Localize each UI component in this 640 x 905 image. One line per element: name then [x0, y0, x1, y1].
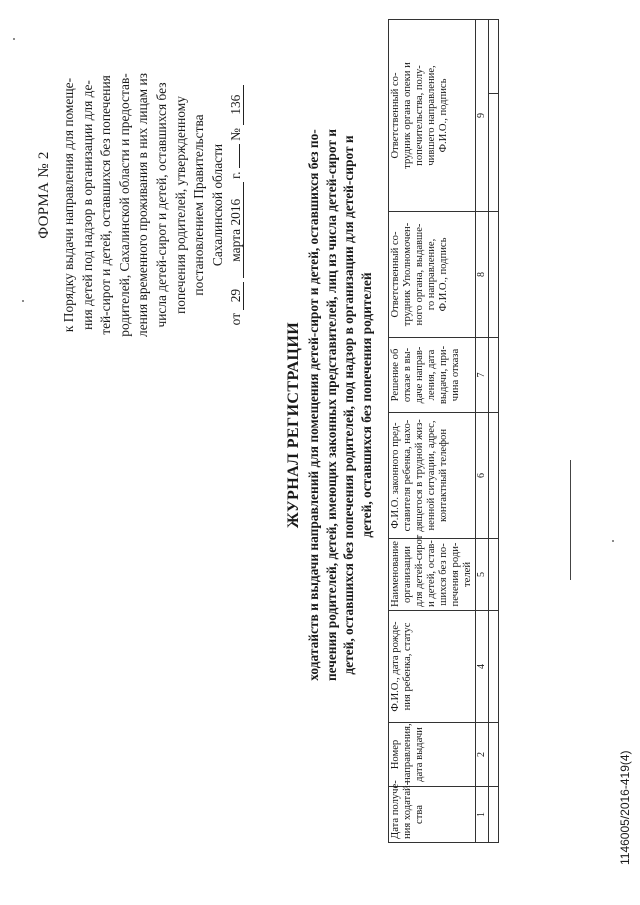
table-cell: [489, 94, 499, 212]
column-number: 4: [476, 611, 489, 723]
document-code: 1146005/2016-419(4): [618, 750, 632, 865]
column-header-line: ния ребенка, статус: [402, 622, 413, 711]
column-header-line: даче направ-: [414, 346, 425, 404]
column-header-line: контактный телефон: [438, 428, 449, 523]
column-header-line: чина отказа: [450, 348, 461, 402]
table-cell: [489, 723, 499, 787]
column-header-line: Ф.И.О. законного пред-: [390, 422, 401, 529]
number-sign: №: [228, 128, 244, 141]
date-day: 29: [229, 282, 244, 310]
journal_desc_lines-line: детей, оставшихся без попечения родителей, под надзор в организации для детей-сирот и: [341, 135, 357, 675]
table-cell: [489, 413, 499, 539]
table-cell: [489, 539, 499, 611]
table-row: [489, 19, 499, 842]
date-blank: [239, 144, 240, 168]
column-header-line: Дата получе-: [390, 780, 401, 839]
column-header-line: Ответственный со-: [390, 72, 401, 159]
order_lines-line: числа детей-сирот и детей, оставшихся без: [153, 82, 169, 328]
column-header-line: отказе в вы-: [402, 347, 413, 403]
column-header-line: ления, дата: [426, 349, 437, 401]
column-header: [389, 723, 476, 787]
order_lines-line: ния детей под надзор в организации для де-: [79, 80, 95, 330]
column-header-line: и детей, остав-: [426, 540, 437, 607]
column-header: [389, 780, 476, 843]
column-header-line: трудник органа опеки и: [402, 62, 413, 169]
column-header-line: ния ходатай-: [402, 781, 413, 839]
column-header-line: Ф.И.О., подпись: [438, 237, 449, 312]
column-header-line: ненной ситуации, адрес,: [426, 420, 437, 531]
column-number: 7: [476, 338, 489, 413]
table-header-row: [389, 19, 476, 842]
column-header-line: ства: [414, 805, 425, 824]
approval-reference: [60, 25, 246, 385]
column-header: [389, 19, 476, 211]
column-header-line: Ответственный со-: [390, 231, 401, 318]
column-header-line: для детей-сирот: [414, 534, 425, 607]
column-header: [389, 534, 476, 611]
column-number: 2: [476, 723, 489, 787]
column-header-line: Номер: [390, 739, 401, 770]
column-header: [389, 413, 476, 539]
table-cell: [489, 212, 499, 338]
table-cell: [489, 338, 499, 413]
column-header-line: телей: [462, 562, 473, 587]
column-number: 6: [476, 413, 489, 539]
column-header-line: чившего направление,: [426, 65, 437, 166]
column-header-line: выдачи, при-: [438, 345, 449, 405]
scan-speck: [22, 300, 24, 302]
table-cell: [489, 787, 499, 843]
journal_desc_lines-line: печения родителей, детей, имеющих законных представителей, лиц из числа детей-сирот и: [323, 128, 339, 682]
approval-date-line: [227, 25, 246, 385]
journal_desc_lines-line: ходатайств и выдачи направлений для помещения детей-сирот и детей, оставшихся без по-: [306, 129, 321, 681]
date-prefix: от: [228, 312, 244, 326]
column-header-line: шихся без по-: [438, 543, 449, 606]
order_lines-line: постановлением Правительства: [191, 114, 207, 296]
date-year-suffix: г.: [228, 171, 244, 179]
journal-title: ЖУРНАЛ РЕГИСТРАЦИИ: [285, 321, 302, 529]
column-header-line: направления,: [402, 723, 413, 783]
column-header-line: Решение об: [390, 348, 401, 402]
journal-description: [305, 55, 375, 755]
table-cell: [489, 19, 499, 93]
column-header-line: печения роди-: [450, 542, 461, 607]
column-header-line: ставителя ребенка, нахо-: [402, 419, 413, 532]
column-header-line: организации: [402, 546, 413, 603]
table-number-row: [476, 19, 489, 842]
column-number: 8: [476, 212, 489, 338]
column-header-line: дящегося в трудной жиз-: [414, 419, 425, 532]
column-header: [389, 212, 476, 338]
column-header: [389, 338, 476, 413]
order_lines-line: тей-сирот и детей, оставшихся без попечения: [98, 75, 114, 335]
order_lines-line: к Порядку выдачи направления для помеще-: [61, 77, 76, 333]
order-number: 136: [229, 85, 244, 125]
column-header-line: трудник Уполномочен-: [402, 222, 413, 327]
order_lines-line: ления временного проживания в них лицам из: [135, 73, 151, 337]
column-number: 9: [476, 19, 489, 211]
column-header: [389, 611, 476, 723]
registration-table: [388, 19, 499, 843]
table-cell: [489, 611, 499, 723]
form-title: ФОРМА № 2: [36, 151, 52, 239]
column-header-line: Наименование: [390, 541, 401, 607]
scan-speck: [13, 38, 15, 40]
order_lines-line: Сахалинской области: [209, 143, 225, 267]
column-number: 5: [476, 539, 489, 611]
column-header-line: ного органа, выдавше-: [414, 223, 425, 326]
approval-text: [60, 25, 227, 385]
order_lines-line: попечения родителей, утвержденному: [172, 96, 188, 314]
column-header-line: го направление,: [426, 238, 437, 311]
column-header-line: Ф.И.О., подпись: [438, 78, 449, 153]
journal_desc_lines-line: детей, оставшихся без попечения родителей: [358, 272, 374, 538]
column-header-line: Ф.И.О., дата рожде-: [390, 621, 401, 712]
column-header-line: попечительства, полу-: [414, 65, 425, 166]
divider: [570, 460, 571, 580]
column-header-line: дата выдачи: [414, 727, 425, 782]
order_lines-line: родителей, Сахалинской области и предостав-: [116, 73, 132, 337]
scan-speck: [612, 540, 614, 542]
date-month-year: марта 2016: [229, 182, 244, 278]
column-number: 1: [476, 787, 489, 843]
